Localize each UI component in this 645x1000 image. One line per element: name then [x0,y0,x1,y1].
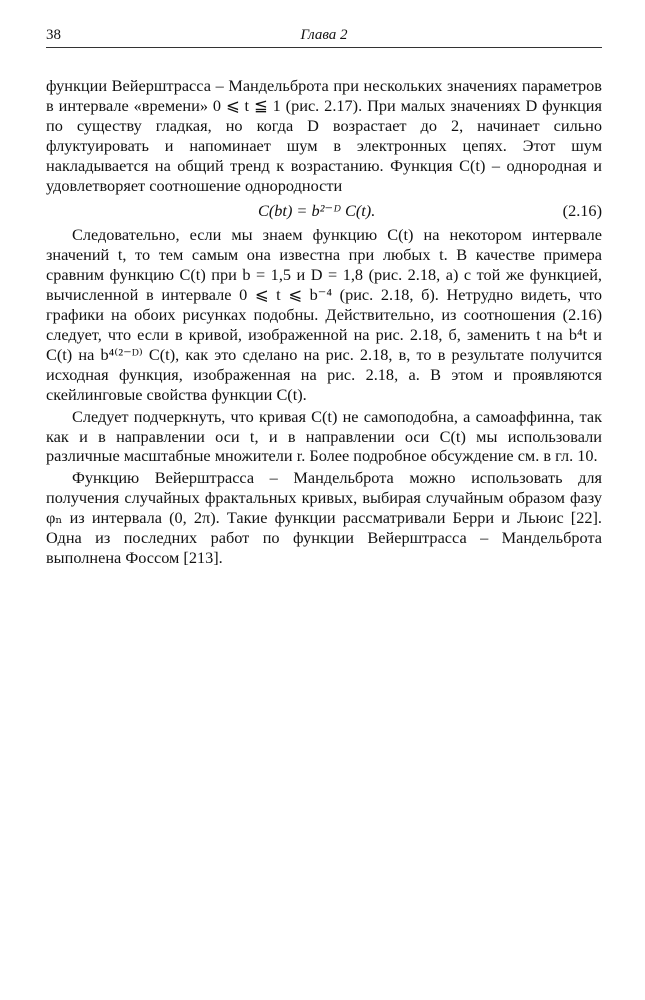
chapter-title: Глава 2 [300,27,348,43]
paragraph-3: Следует подчеркнуть, что кривая C(t) не самоподобна, а самоаффинна, так как и в направлении оси t, и в направлении оси C(t) мы использовали различные масштабные множители r. Более подробное обсуждение см. в гл. 10. [46,406,602,466]
paragraph-2: Следовательно, если мы знаем функцию C(t) на некотором интервале значений t, то тем самым она известна при любых t. В качестве примера сравним функцию C(t) при b = 1,5 и D = 1,8 (рис. 2.18, а) с той же функцией, вычисленной в интервале 0 ⩽ t ⩽ b⁻⁴ (рис. 2.18, б). Нетрудно видеть, что графики на обоих рисунках подобны. Действительно, из соотношения (2.16) следует, что если в кривой, изображенной на рис. 2.18, б, заменить t на b⁴t и C(t) на b⁴⁽²⁻ᴰ⁾ C(t), как это сделано на рис. 2.18, в, то в результате получится исходная функция, изображенная на рис. 2.18, а. В этом и проявляются скейлинговые свойства функции C(t). [46,225,602,404]
paragraph-1: функции Вейерштрасса – Мандельброта при нескольких значениях параметров в интервале «времени» 0 ⩽ t ≦ 1 (рис. 2.17). При малых значениях D функция по существу гладкая, но когда D возрастает до 2, начинает сильно флуктуировать и напоминает шум в электронных цепях. Этот шум накладывается на общий тренд к возрастанию. Функция C(t) – однородная и удовлетворяет соотношение однородности [46,76,602,195]
equation-expression: C(bt) = b²⁻ᴰ C(t). [258,201,376,221]
paragraph-4: Функцию Вейерштрасса – Мандельброта можно использовать для получения случайных фрактальных кривых, выбирая случайным образом фазу φₙ из интервала (0, 2π). Такие функции рассматривали Берри и Льюис [22]. Одна из последних работ по функции Вейерштрасса – Мандельброта выполнена Фоссом [213]. [46,468,602,567]
body-text [46,76,602,568]
page-number: 38 [46,27,61,43]
equation-number: (2.16) [562,201,602,221]
running-header [46,25,602,48]
equation-2-16 [46,196,602,225]
